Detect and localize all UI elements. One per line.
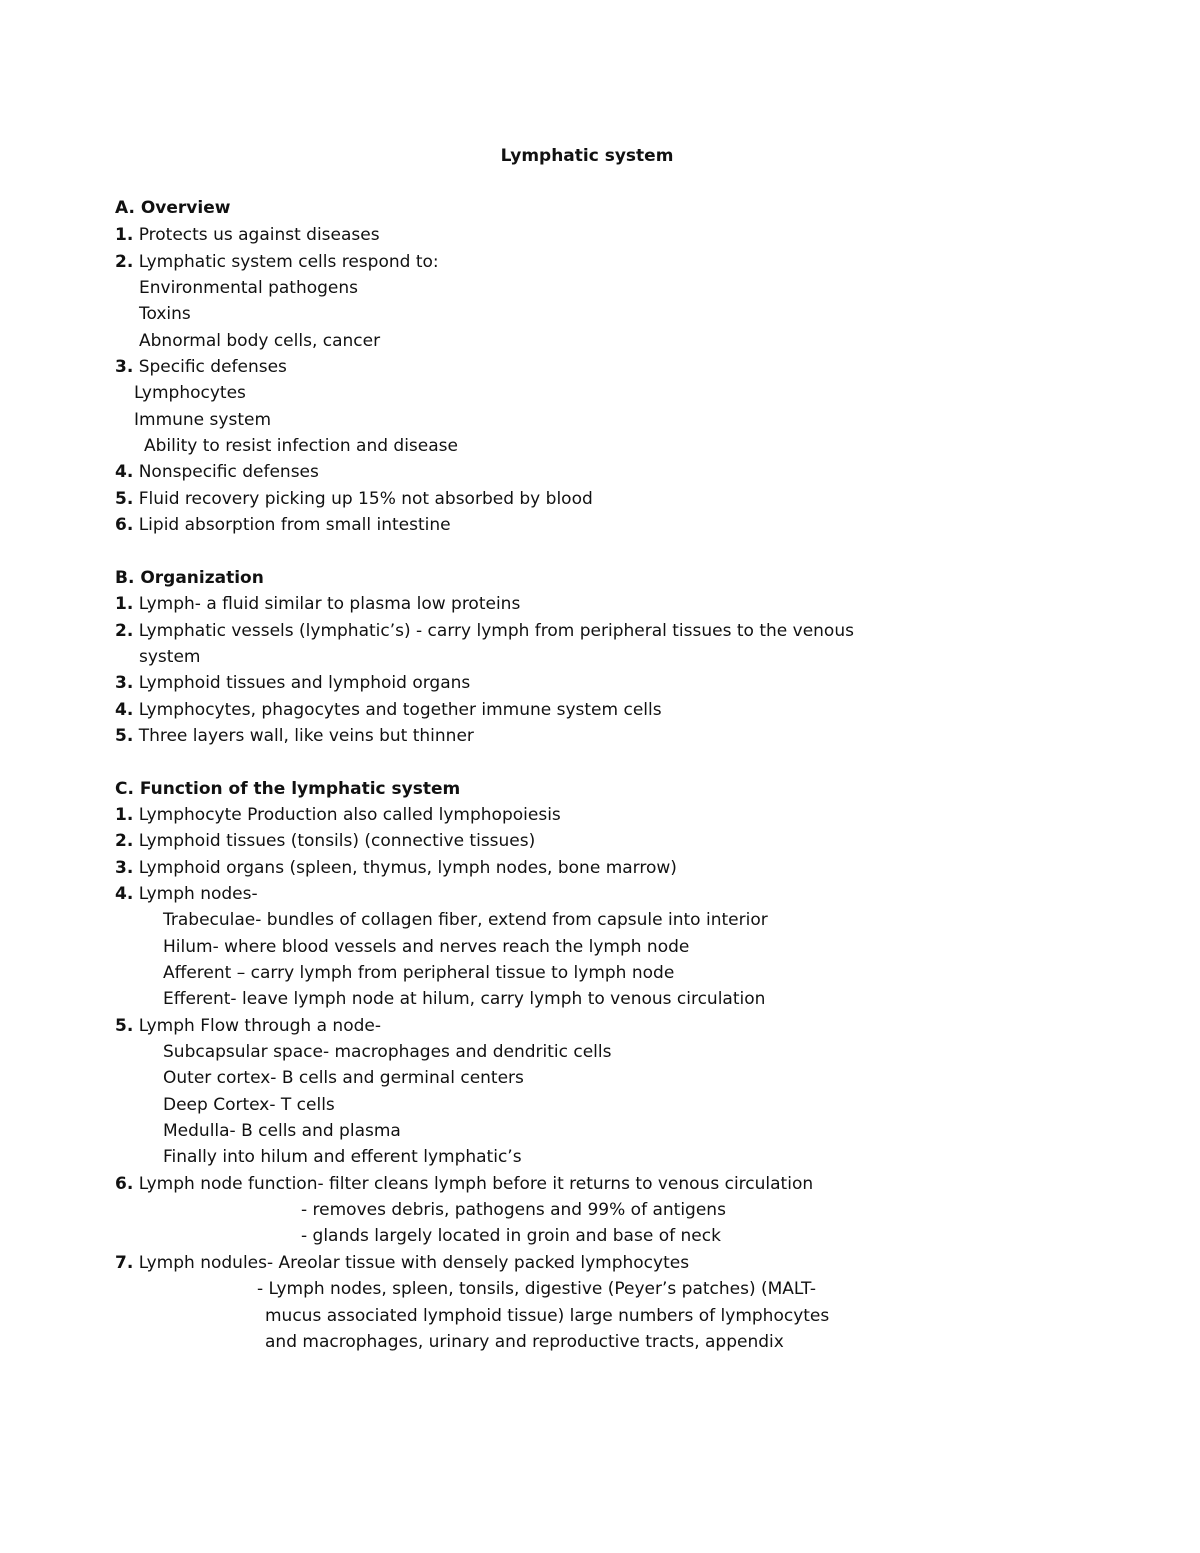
item-number: 3. xyxy=(115,673,134,693)
item-text: Lymphocytes, phagocytes and together immune system cells xyxy=(138,700,662,720)
item-text: Lymph nodules- Areolar tissue with densely packed lymphocytes xyxy=(138,1253,690,1273)
item-number: 3. xyxy=(115,858,134,878)
section-heading-organization: B. Organization xyxy=(115,568,264,588)
document-title: Lymphatic system xyxy=(500,146,674,166)
list-item xyxy=(115,856,677,880)
list-item xyxy=(115,487,593,511)
sub-item: Efferent- leave lymph node at hilum, carry lymph to venous circulation xyxy=(163,989,766,1009)
item-number: 5. xyxy=(115,726,134,746)
item-number: 5. xyxy=(115,489,134,509)
list-item xyxy=(115,1172,813,1196)
sub-item: Outer cortex- B cells and germinal centers xyxy=(163,1068,524,1088)
item-continuation: system xyxy=(139,647,201,667)
item-text: Lymphocyte Production also called lymphopoiesis xyxy=(138,805,561,825)
list-item xyxy=(115,1251,689,1275)
sub-item: Afferent – carry lymph from peripheral tissue to lymph node xyxy=(163,963,675,983)
item-text: Lipid absorption from small intestine xyxy=(138,515,451,535)
item-text: Protects us against diseases xyxy=(138,225,380,245)
sub-item: Deep Cortex- T cells xyxy=(163,1095,335,1115)
sub-item: Subcapsular space- macrophages and dendritic cells xyxy=(163,1042,612,1062)
list-item xyxy=(115,803,561,827)
item-text: Lymph nodes- xyxy=(138,884,258,904)
list-item xyxy=(115,829,535,853)
item-number: 7. xyxy=(115,1253,134,1273)
item-number: 4. xyxy=(115,462,134,482)
item-text: Lymph Flow through a node- xyxy=(138,1016,381,1036)
item-text: Lymph node function- filter cleans lymph before it returns to venous circulation xyxy=(138,1174,814,1194)
list-item xyxy=(115,355,287,379)
list-item xyxy=(115,882,258,906)
item-number: 4. xyxy=(115,700,134,720)
list-item xyxy=(115,698,662,722)
item-number: 2. xyxy=(115,831,134,851)
item-text: Lymphoid tissues (tonsils) (connective tissues) xyxy=(138,831,536,851)
sub-item: - Lymph nodes, spleen, tonsils, digestive (Peyer’s patches) (MALT- xyxy=(257,1279,817,1299)
section-heading-function: C. Function of the lymphatic system xyxy=(115,779,461,799)
sub-item: Environmental pathogens xyxy=(139,278,359,298)
item-text: Fluid recovery picking up 15% not absorbed by blood xyxy=(138,489,593,509)
item-number: 3. xyxy=(115,357,134,377)
item-number: 4. xyxy=(115,884,134,904)
item-number: 6. xyxy=(115,515,134,535)
item-text: Nonspecific defenses xyxy=(138,462,319,482)
list-item xyxy=(115,671,470,695)
list-item xyxy=(115,250,439,274)
list-item xyxy=(115,460,319,484)
item-text: Three layers wall, like veins but thinner xyxy=(138,726,474,746)
item-text: Lymphoid tissues and lymphoid organs xyxy=(138,673,471,693)
sub-item: mucus associated lymphoid tissue) large numbers of lymphocytes xyxy=(265,1306,830,1326)
sub-item: - removes debris, pathogens and 99% of antigens xyxy=(301,1200,726,1220)
sub-item: Finally into hilum and efferent lymphatic’s xyxy=(163,1147,522,1167)
sub-item: - glands largely located in groin and base of neck xyxy=(301,1226,721,1246)
item-text: Lymph- a fluid similar to plasma low proteins xyxy=(138,594,521,614)
section-heading-overview: A. Overview xyxy=(115,198,231,218)
item-number: 6. xyxy=(115,1174,134,1194)
sub-item: Medulla- B cells and plasma xyxy=(163,1121,401,1141)
item-text: Lymphoid organs (spleen, thymus, lymph nodes, bone marrow) xyxy=(138,858,677,878)
item-text: Lymphatic system cells respond to: xyxy=(138,252,439,272)
list-item xyxy=(115,592,520,616)
sub-item: Trabeculae- bundles of collagen fiber, extend from capsule into interior xyxy=(163,910,768,930)
list-item xyxy=(115,724,474,748)
sub-item: Ability to resist infection and disease xyxy=(144,436,458,456)
item-number: 1. xyxy=(115,805,134,825)
sub-item: Abnormal body cells, cancer xyxy=(139,331,381,351)
list-item xyxy=(115,1014,381,1038)
item-number: 1. xyxy=(115,594,134,614)
list-item xyxy=(115,223,380,247)
list-item xyxy=(115,513,451,537)
item-number: 5. xyxy=(115,1016,134,1036)
sub-item: and macrophages, urinary and reproductive tracts, appendix xyxy=(265,1332,784,1352)
sub-item: Lymphocytes xyxy=(134,383,246,403)
list-item xyxy=(115,619,854,643)
item-number: 2. xyxy=(115,621,134,641)
item-number: 2. xyxy=(115,252,134,272)
item-text: Lymphatic vessels (lymphatic’s) - carry lymph from peripheral tissues to the venous xyxy=(138,621,854,641)
sub-item: Hilum- where blood vessels and nerves reach the lymph node xyxy=(163,937,690,957)
sub-item: Immune system xyxy=(134,410,272,430)
sub-item: Toxins xyxy=(139,304,191,324)
item-number: 1. xyxy=(115,225,134,245)
item-text: Specific defenses xyxy=(138,357,287,377)
